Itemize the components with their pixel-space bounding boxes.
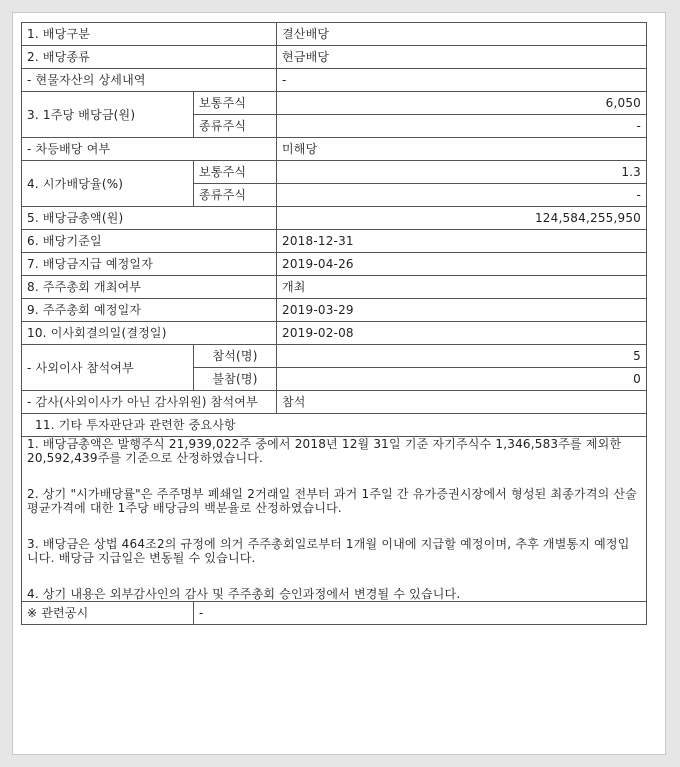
row-record-date (22, 230, 647, 253)
row-agm-held (22, 276, 647, 299)
row-label: 6. 배당기준일 (22, 230, 277, 253)
row-differential-dividend (22, 138, 647, 161)
row-dps-common (22, 92, 647, 115)
row-other-matters-notes (22, 437, 647, 602)
row-label: 2. 배당종류 (22, 46, 277, 69)
row-label: - 현물자산의 상세내역 (22, 69, 277, 92)
row-other-matters-header (22, 414, 647, 437)
row-value: 2019-04-26 (277, 253, 647, 276)
row-value: 2019-02-08 (277, 322, 647, 345)
notes-block (22, 437, 647, 602)
row-value: 결산배당 (277, 23, 647, 46)
row-value: 2018-12-31 (277, 230, 647, 253)
note-item: 1. 배당금총액은 발행주식 21,939,022주 중에서 2018년 12월 31일 기준 자기주식수 1,346,583주를 제외한 20,592,439주를 기준으로 산정하였습니다. (27, 437, 622, 465)
row-yield-common (22, 161, 647, 184)
note-item: 2. 상기 "시가배당률"은 주주명부 폐쇄일 2거래일 전부터 과거 1주일 간 유가증권시장에서 형성된 최종가격의 산술평균가격에 대한 1주당 배당금의 백분율로 산정하였습니다. (27, 487, 637, 515)
row-label: 7. 배당금지급 예정일자 (22, 253, 277, 276)
note-item: 4. 상기 내용은 외부감사인의 감사 및 주주총회 승인과정에서 변경될 수 있습니다. (27, 587, 461, 601)
row-value: 2019-03-29 (277, 299, 647, 322)
sub-label: 종류주식 (194, 115, 277, 138)
note-item: 3. 배당금은 상법 464조2의 규정에 의거 주주총회일로부터 1개월 이내에 지급할 예정이며, 추후 개별통지 예정입니다. 배당금 지급일은 변동될 수 있습니다. (27, 537, 630, 565)
row-outside-directors-present (22, 345, 647, 368)
row-label: 3. 1주당 배당금(원) (22, 92, 194, 138)
row-value: 124,584,255,950 (277, 207, 647, 230)
row-label: 10. 이사회결의일(결정일) (22, 322, 277, 345)
row-value: 개최 (277, 276, 647, 299)
row-payment-date (22, 253, 647, 276)
row-label: 4. 시가배당율(%) (22, 161, 194, 207)
row-label: 11. 기타 투자판단과 관련한 중요사항 (22, 414, 647, 437)
dividend-disclosure-table (21, 22, 647, 625)
row-dividend-kind (22, 46, 647, 69)
row-auditor-attendance (22, 391, 647, 414)
sub-label: 보통주식 (194, 92, 277, 115)
row-value: 참석 (277, 391, 647, 414)
row-value: 0 (277, 368, 647, 391)
row-dividend-type (22, 23, 647, 46)
row-label: ※ 관련공시 (22, 602, 194, 625)
row-value: 6,050 (277, 92, 647, 115)
row-label: - 차등배당 여부 (22, 138, 277, 161)
row-value: 미해당 (277, 138, 647, 161)
row-value: 1.3 (277, 161, 647, 184)
row-agm-date (22, 299, 647, 322)
row-in-kind-details (22, 69, 647, 92)
sub-label: 보통주식 (194, 161, 277, 184)
row-board-resolution-date (22, 322, 647, 345)
row-label: 9. 주주총회 예정일자 (22, 299, 277, 322)
row-value: - (194, 602, 647, 625)
row-related-disclosure (22, 602, 647, 625)
row-label: - 사외이사 참석여부 (22, 345, 194, 391)
row-value: - (277, 115, 647, 138)
row-value: 5 (277, 345, 647, 368)
row-label: - 감사(사외이사가 아닌 감사위원) 참석여부 (22, 391, 277, 414)
sub-label: 참석(명) (194, 345, 277, 368)
sub-label: 종류주식 (194, 184, 277, 207)
row-value: 현금배당 (277, 46, 647, 69)
row-value: - (277, 69, 647, 92)
row-label: 8. 주주총회 개최여부 (22, 276, 277, 299)
row-value: - (277, 184, 647, 207)
row-total-dividend (22, 207, 647, 230)
sub-label: 불참(명) (194, 368, 277, 391)
row-label: 5. 배당금총액(원) (22, 207, 277, 230)
row-label: 1. 배당구분 (22, 23, 277, 46)
